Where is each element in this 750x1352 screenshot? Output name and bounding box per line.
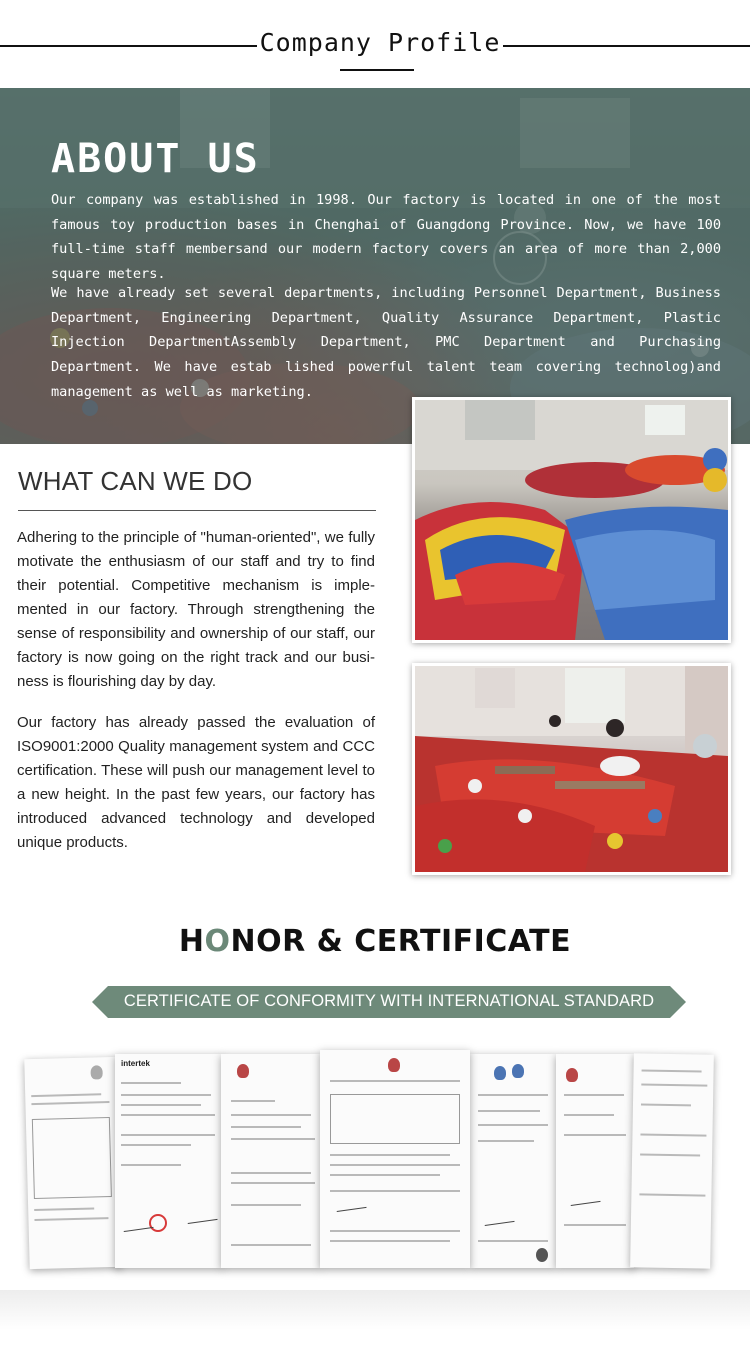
honor-title-h: H bbox=[178, 924, 205, 959]
about-section bbox=[0, 88, 750, 444]
honor-title-o: O bbox=[204, 924, 231, 959]
what-can-we-do-paragraph-2: Our factory has already passed the evaluation of ISO9001:2000 Quality management system and CCC certification. These will push our management level to a new height. In the past few years, our factory has introduced advanced technology and developed unique products. bbox=[17, 714, 375, 851]
certificate-banner bbox=[92, 986, 686, 1018]
what-can-we-do-paragraph-1: Adhering to the principle of "human-oriented", we fully motivate the enthusiasm of our staff and try to find their potential. Competitive mechanism is imple-mented in our factory. Through strengthening the sense of responsibility and ownership of our staff, our factory is now going on the right track and our busi-ness is flourishing day by day. bbox=[17, 529, 375, 690]
honor-certificate-heading bbox=[0, 924, 750, 959]
certificate-3 bbox=[221, 1054, 321, 1268]
what-can-we-do-heading: WHAT CAN WE DO bbox=[18, 466, 253, 496]
about-heading: ABOUT US bbox=[51, 136, 260, 182]
about-paragraph-2: We have already set several departments, including Personnel Department, Business Department, Engineering Department, Quality Assurance Department, Plastic Injection DepartmentAssembly Department, PMC Department and Purchasing Department. We have estab lished powerful talent team covering technolog)and management as well as marketing. bbox=[51, 285, 721, 400]
certificate-reflection bbox=[0, 1290, 750, 1330]
honor-title-rest: NOR & CERTIFICATE bbox=[230, 924, 572, 959]
page-title: Company Profile bbox=[259, 28, 501, 57]
certificate-5 bbox=[470, 1054, 556, 1268]
certificate-2 bbox=[115, 1054, 223, 1268]
certificate-6 bbox=[556, 1054, 634, 1268]
page-header bbox=[0, 0, 750, 88]
header-right-rule bbox=[503, 45, 750, 47]
intertek-logo: intertek bbox=[121, 1059, 150, 1068]
factory-photo-1 bbox=[412, 397, 731, 643]
certificate-1 bbox=[24, 1057, 121, 1269]
title-underline bbox=[340, 69, 414, 71]
header-left-rule bbox=[0, 45, 257, 47]
factory-photo-2 bbox=[412, 663, 731, 875]
about-paragraph-1: Our company was established in 1998. Our factory is located in one of the most famous toy production bases in Chenghai of Guangdong Province. Now, we have 100 full-time staff membersand our modern factory covers an area of more than 2,000 square meters. bbox=[51, 192, 721, 283]
certificate-7 bbox=[630, 1053, 714, 1268]
certificate-4 bbox=[320, 1050, 470, 1268]
heading-divider bbox=[18, 510, 376, 511]
banner-text: CERTIFICATE OF CONFORMITY WITH INTERNATIONAL STANDARD bbox=[123, 992, 655, 1010]
